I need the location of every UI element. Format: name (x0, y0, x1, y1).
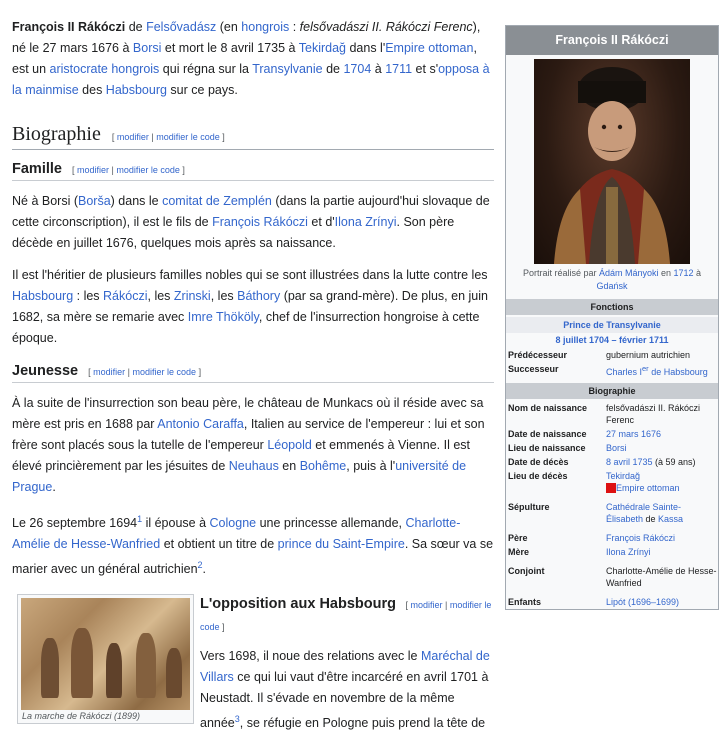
thumbnail-caption: La marche de Rákóczi (1899) (22, 711, 141, 722)
link-1711[interactable]: 1711 (385, 62, 413, 76)
subject-name: François II Rákóczi (12, 20, 126, 34)
infobox-header-biographie: Biographie (506, 383, 718, 399)
portrait-drawing (534, 59, 690, 264)
infobox-row-enfants: Enfants Lipót (1696–1699) (508, 597, 680, 607)
link-aristocrate[interactable]: aristocrate hongrois (49, 62, 160, 76)
infobox-header-fonctions: Fonctions (506, 299, 718, 315)
link-cathedrale[interactable]: Cathédrale Sainte-Élisabeth (606, 502, 682, 524)
link-charles-i[interactable]: Charles Ier de Habsbourg (606, 364, 708, 377)
infobox-title: François II Rákóczi (506, 26, 718, 55)
edit-link[interactable]: modifier (77, 165, 110, 175)
link-habsbourg[interactable]: Habsbourg (105, 83, 167, 97)
link-antonio-caraffa[interactable]: Antonio Caraffa (157, 417, 244, 431)
link-ilona-zrinyi[interactable]: Ilona Zrínyi (334, 215, 397, 229)
edit-code-link[interactable]: modifier le code (116, 165, 180, 175)
edit-link[interactable]: modifier (410, 600, 443, 611)
edit-links: [ modifier | modifier le code ] (72, 165, 185, 175)
link-gdansk[interactable]: Gdańsk (596, 281, 628, 291)
article-content (12, 0, 494, 744)
native-name: felsővadászi II. Rákóczi Ferenc (299, 20, 473, 34)
infobox-row-pere: Père François Rákóczi (508, 533, 676, 543)
link-mother[interactable]: Ilona Zrínyi (606, 547, 651, 557)
infobox-row-nom-naissance: Nom de naissance felsővadászi II. Rákóczi Ferenc (508, 403, 701, 425)
infobox (505, 25, 719, 610)
link-borsi[interactable]: Borsi (132, 41, 162, 55)
link-death-place[interactable]: Tekirdağ (606, 471, 641, 481)
link-father[interactable]: François Rákóczi (606, 533, 676, 543)
link-hongrois[interactable]: hongrois (241, 20, 290, 34)
link-prince-transylvanie[interactable]: Prince de Transylvanie (563, 320, 661, 330)
link-imre-thokoly[interactable]: Imre Thököly (187, 310, 259, 324)
edit-links: [ modifier | modifier le code ] (111, 132, 225, 142)
link-empire-ottoman[interactable]: Empire ottoman (616, 483, 680, 493)
edit-link[interactable]: modifier (116, 132, 149, 142)
infobox-row-date-deces: Date de décès 8 avril 1735 (à 59 ans) (508, 457, 696, 467)
edit-code-link[interactable]: modifier le code (156, 132, 220, 142)
link-francois-rakoczi[interactable]: François Rákóczi (212, 215, 308, 229)
subsection-heading-jeunesse: Jeunesse [ modifier | modifier le code ] (12, 363, 494, 383)
infobox-row-lieu-deces: Lieu de décès Tekirdağ Empire ottoman (508, 471, 680, 493)
section-heading-biographie: Biographie [ modifier | modifier le code ] (12, 123, 494, 150)
link-charlotte-amelie[interactable]: Charlotte-Amélie de Hesse-Wanfried (12, 516, 461, 552)
link-1704[interactable]: 1704 (343, 62, 372, 76)
infobox-row-conjoint: Conjoint Charlotte-Amélie de Hesse-Wanfried (508, 566, 717, 588)
thumbnail-painting[interactable] (21, 598, 190, 710)
flag-icon (606, 483, 616, 493)
link-1712[interactable]: 1712 (673, 268, 694, 278)
jeunesse-paragraph-1: À la suite de l'insurrection son beau père, le château de Munkacs où il réside avec sa mère est pris en 1688 par Antonio Caraffa, Italien au service de l'empereur : lui et son frère sont placés sous la tutelle de l'empereur Léopold et emmenés à Vienne. Il est élevé princièrement par les jésuites de Neuhaus en Bohême, puis à l'université de Prague. (12, 396, 485, 494)
footnote-ref[interactable]: 1 (137, 514, 143, 524)
link-bathory[interactable]: Báthory (237, 289, 281, 303)
link-empire-ottoman[interactable]: Empire ottoman (385, 41, 474, 55)
infobox-row-date-naissance: Date de naissance 27 mars 1676 (508, 429, 662, 439)
portrait-image[interactable] (534, 59, 690, 264)
footnote-ref[interactable]: 2 (197, 560, 203, 571)
link-cologne[interactable]: Cologne (209, 516, 257, 531)
link-tekirdag[interactable]: Tekirdağ (298, 41, 346, 55)
link-death-date[interactable]: 8 avril 1735 (606, 457, 653, 467)
link-boheme[interactable]: Bohême (299, 459, 347, 473)
link-comitat-zemplen[interactable]: comitat de Zemplén (162, 194, 272, 208)
link-leopold[interactable]: Léopold (267, 438, 312, 452)
link-zrinski[interactable]: Zrinski (173, 289, 211, 303)
infobox-row-successeur: Successeur Charles Ier de Habsbourg (508, 364, 708, 377)
link-habsbourg[interactable]: Habsbourg (12, 289, 74, 303)
opposition-section (12, 594, 494, 744)
link-child[interactable]: Lipót (1696–1699) (606, 597, 680, 607)
edit-links: [ modifier | modifier le code ] (200, 600, 492, 633)
link-marechal-villars[interactable]: Maréchal de Villars (200, 649, 490, 685)
link-transylvanie[interactable]: Transylvanie (252, 62, 323, 76)
link-reign-dates[interactable]: 8 juillet 1704 – février 1711 (555, 335, 669, 345)
portrait-caption: Portrait réalisé par Ádám Mányoki en 1712 à Gdańsk (522, 268, 702, 291)
link-rakoczi[interactable]: Rákóczi (103, 289, 148, 303)
link-birth-date[interactable]: 27 mars 1676 (606, 429, 662, 439)
link-adam-manyoki[interactable]: Ádám Mányoki (598, 268, 659, 278)
link-borsa[interactable]: Borša (78, 194, 111, 208)
link-universite-prague[interactable]: université de Prague (12, 459, 467, 494)
subsection-heading-famille: Famille [ modifier | modifier le code ] (12, 161, 494, 181)
link-opposa[interactable]: opposa à la mainmise (12, 62, 490, 97)
edit-code-link[interactable]: modifier le code (132, 367, 197, 377)
thumbnail-figure[interactable] (17, 594, 194, 724)
infobox-row-lieu-naissance: Lieu de naissance Borsi (508, 443, 627, 453)
edit-link[interactable]: modifier (93, 367, 126, 377)
jeunesse-paragraph-2: Le 26 septembre 1694$^1$ il épouse à Cologne une princesse allemande, Charlotte-Amélie de Hesse-Wanfried et obtient un titre de prince du Saint-Empire. Sa sœur va se marier avec un général autrichien$^2$. (12, 514, 494, 577)
famille-paragraph-1: Né à Borsi (Borša) dans le comitat de Zemplén (dans la partie aujourd'hui slovaque de cette circonscription), il est le fils de François Rákóczi et d'Ilona Zrínyi. Son père décède en juillet 1676, quelques mois après sa naissance. (12, 194, 490, 250)
infobox-row-predecesseur: Prédécesseur gubernium autrichien (508, 350, 691, 360)
link-kassa[interactable]: Kassa (658, 514, 684, 524)
link-prince-saint-empire[interactable]: prince du Saint-Empire (277, 537, 405, 552)
link-neuhaus[interactable]: Neuhaus (228, 459, 279, 473)
intro-paragraph: François II Rákóczi de Felsővadász (en hongrois : felsővadászi II. Rákóczi Ferenc), né le 27 mars 1676 à Borsi et mort le 8 avril 1735 à Tekirdağ dans l'Empire ottoman, est un aristocrate hongrois qui régna sur la Transylvanie de 1704 à 1711 et s'opposa à la mainmise des Habsbourg sur ce pays. (12, 20, 490, 97)
opposition-body (200, 594, 494, 745)
footnote-ref[interactable]: 3 (234, 714, 240, 725)
infobox-row-mere: Mère Ilona Zrínyi (508, 547, 651, 557)
link-birth-place[interactable]: Borsi (606, 443, 627, 453)
edit-links: [ modifier | modifier le code ] (88, 367, 202, 377)
link-felsovadasz[interactable]: Felsővadász (146, 20, 217, 34)
famille-paragraph-2: Il est l'héritier de plusieurs familles nobles qui se sont illustrées dans la lutte contre les Habsbourg : les Rákóczi, les Zrinski, les Báthory (par sa grand-mère). De plus, en juin 1682, sa mère se remarie avec Imre Thököly, chef de l'insurrection hongroise à cette époque. (12, 268, 488, 345)
subsection-heading-opposition: L'opposition aux Habsbourg (200, 596, 396, 613)
opposition-paragraph: Vers 1698, il noue des relations avec le Maréchal de Villars ce qui lui vaut d'être incarcéré en avril 1701 à Neustadt. Il s'évade en novembre de la même année$^3$, se réfugie en Pologne puis prend la tête de (200, 649, 490, 731)
infobox-row-sepulture: Sépulture Cathédrale Sainte-Élisabeth de Kassa (508, 502, 684, 524)
edit-code-link[interactable]: modifier le code (200, 600, 492, 633)
